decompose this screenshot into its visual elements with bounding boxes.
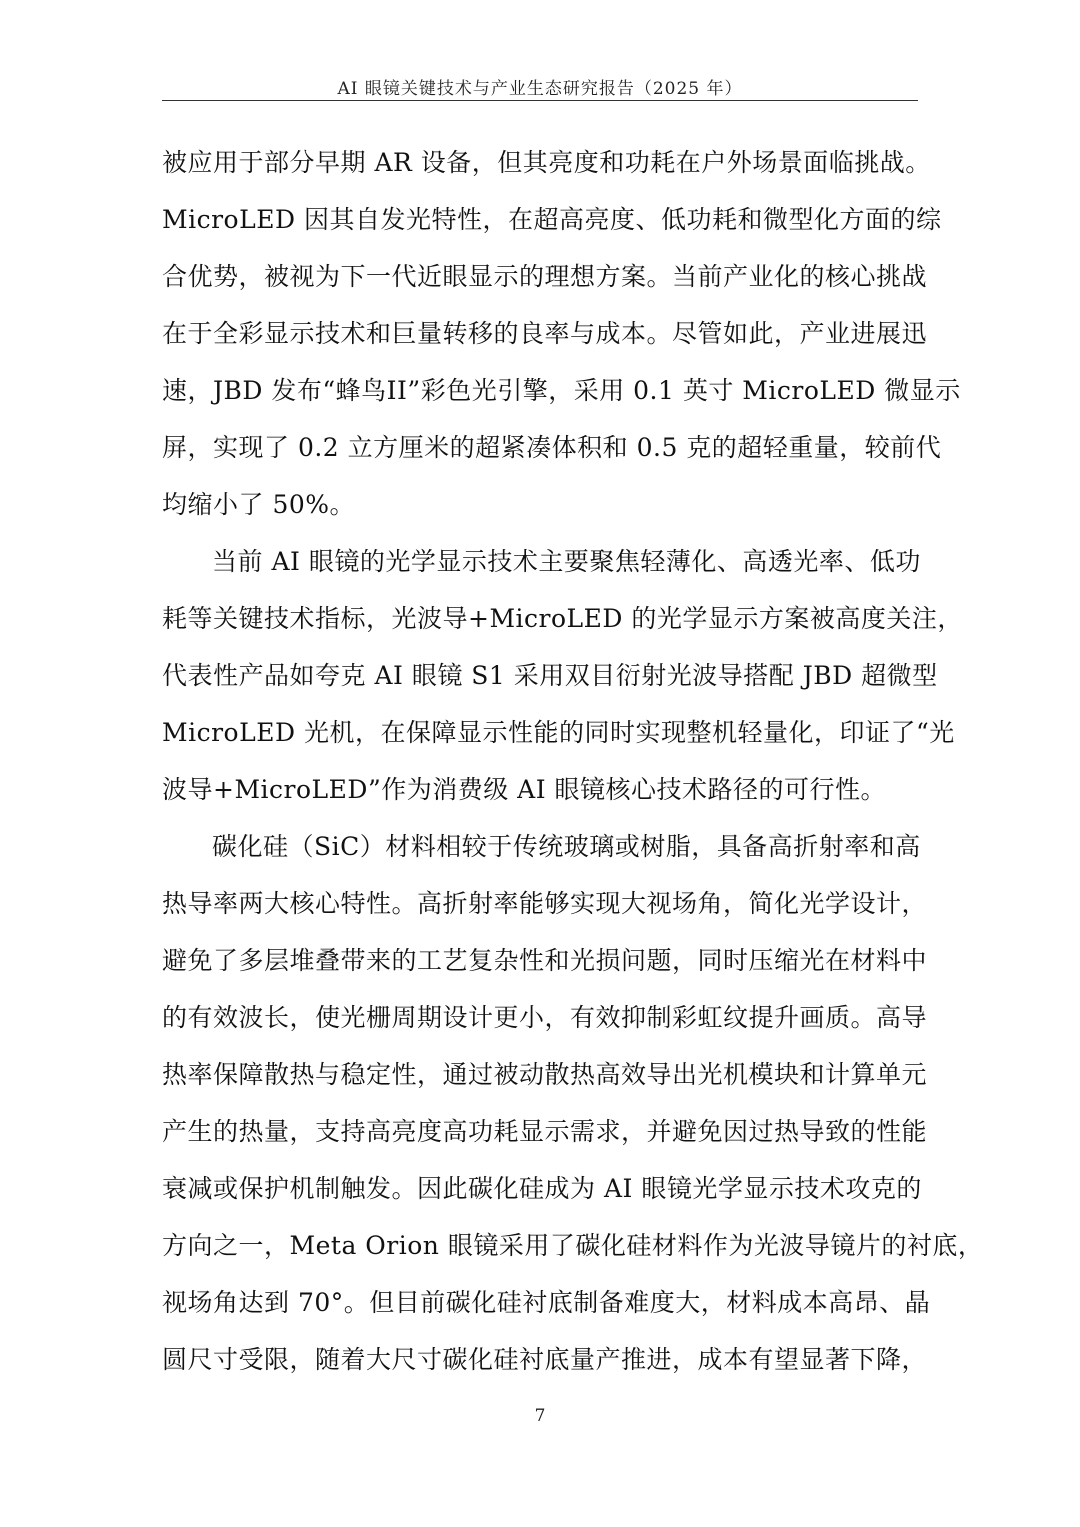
header-divider	[162, 100, 918, 101]
text-line: 代表性产品如夸克 AI 眼镜 S1 采用双目衍射光波导搭配 JBD 超微型	[162, 661, 938, 690]
page-number: 7	[534, 1406, 546, 1426]
text-line: 屏，实现了 0.2 立方厘米的超紧凑体积和 0.5 克的超轻重量，较前代	[162, 433, 942, 462]
paragraph	[162, 818, 984, 1388]
text-line: 在于全彩显示技术和巨量转移的良率与成本。尽管如此，产业进展迅	[162, 319, 928, 348]
text-line: 合优势，被视为下一代近眼显示的理想方案。当前产业化的核心挑战	[162, 262, 928, 291]
text-line: 波导+MicroLED”作为消费级 AI 眼镜核心技术路径的可行性。	[162, 775, 887, 804]
text-line: 碳化硅（SiC）材料相较于传统玻璃或树脂，具备高折射率和高	[212, 832, 921, 861]
text-line: 避免了多层堆叠带来的工艺复杂性和光损问题，同时压缩光在材料中	[162, 946, 928, 975]
text-line: 产生的热量，支持高亮度高功耗显示需求，并避免因过热导致的性能	[162, 1117, 928, 1146]
paragraph	[162, 533, 963, 818]
text-line: 被应用于部分早期 AR 设备，但其亮度和功耗在户外场景面临挑战。	[162, 148, 931, 177]
text-line: 速，JBD 发布“蜂鸟II”彩色光引擎，采用 0.1 英寸 MicroLED 微显示	[162, 376, 961, 405]
body-text	[162, 134, 984, 1388]
text-line: 均缩小了 50%。	[162, 490, 356, 519]
text-line: 耗等关键技术指标，光波导+MicroLED 的光学显示方案被高度关注，	[162, 604, 963, 633]
text-line: MicroLED 因其自发光特性，在超高亮度、低功耗和微型化方面的综	[162, 205, 942, 234]
text-line: 热率保障散热与稳定性，通过被动散热高效导出光机模块和计算单元	[162, 1060, 928, 1089]
text-line: 热导率两大核心特性。高折射率能够实现大视场角，简化光学设计，	[162, 889, 928, 918]
text-line: 方向之一，Meta Orion 眼镜采用了碳化硅材料作为光波导镜片的衬底，	[162, 1231, 984, 1260]
text-line: 的有效波长，使光栅周期设计更小，有效抑制彩虹纹提升画质。高导	[162, 1003, 928, 1032]
paragraph	[162, 134, 961, 533]
text-line: 视场角达到 70°。但目前碳化硅衬底制备难度大，材料成本高昂、晶	[162, 1288, 931, 1317]
text-line: MicroLED 光机，在保障显示性能的同时实现整机轻量化，印证了“光	[162, 718, 955, 747]
text-line: 当前 AI 眼镜的光学显示技术主要聚焦轻薄化、高透光率、低功	[212, 547, 921, 576]
text-line: 圆尺寸受限，随着大尺寸碳化硅衬底量产推进，成本有望显著下降，	[162, 1345, 928, 1374]
text-line: 衰减或保护机制触发。因此碳化硅成为 AI 眼镜光学显示技术攻克的	[162, 1174, 922, 1203]
running-header: AI 眼镜关键技术与产业生态研究报告（2025 年）	[337, 79, 743, 99]
